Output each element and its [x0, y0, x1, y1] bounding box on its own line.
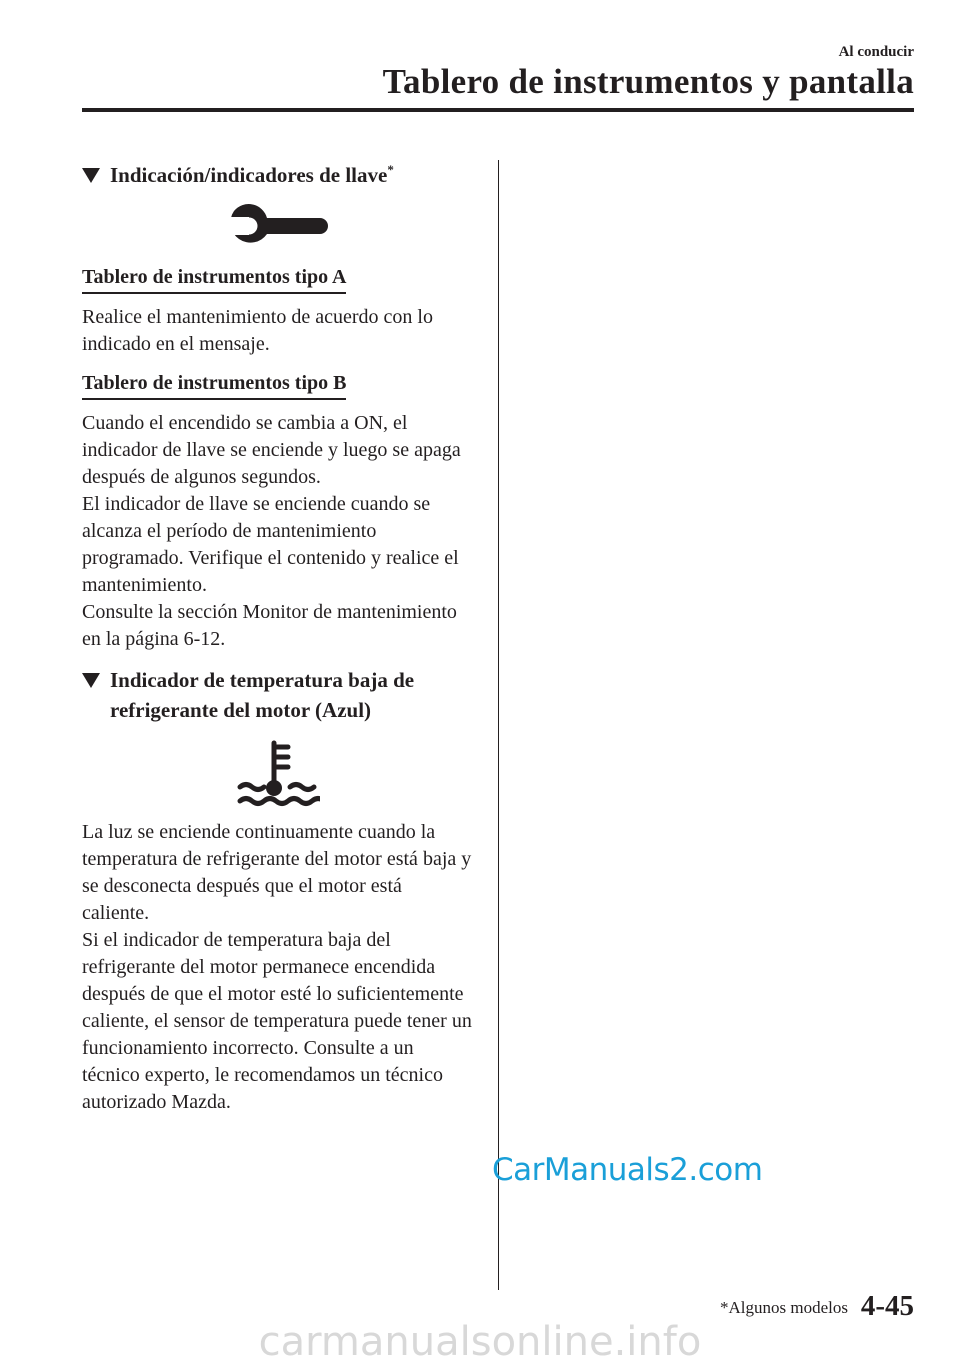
section-heading-coolant — [82, 665, 474, 725]
triangle-bullet-icon — [82, 168, 100, 183]
paragraph: Cuando el encendido se cambia a ON, el indicador de llave se enciende y luego se apaga después de algunos segundos. — [82, 412, 461, 488]
subheading-type-a: Tablero de instrumentos tipo A — [82, 264, 346, 294]
page-number: 4-45 — [860, 1290, 914, 1322]
section-heading-wrench — [82, 160, 474, 190]
header-rule — [82, 108, 914, 112]
column-divider — [498, 160, 499, 1290]
wrench-icon — [228, 204, 328, 248]
site-footer-watermark: carmanualsonline.info — [258, 1322, 702, 1362]
paragraph: Realice el mantenimiento de acuerdo con lo indicado en el mensaje. — [82, 306, 433, 355]
paragraph: La luz se enciende continuamente cuando la temperatura de refrigerante del motor está baja y se desconecta después que el motor está caliente. — [82, 821, 472, 924]
coolant-temperature-icon — [236, 739, 320, 809]
section-heading-text: Indicación/indicadores de llave — [110, 163, 388, 187]
triangle-bullet-icon — [82, 673, 100, 688]
running-header-section: Al conducir — [838, 44, 914, 60]
footnote: *Algunos modelos — [720, 1298, 848, 1317]
left-column — [82, 160, 474, 1116]
running-header-title: Tablero de instrumentos y pantalla — [382, 62, 914, 101]
watermark: CarManuals2.com — [492, 1152, 763, 1188]
coolant-icon-box — [82, 739, 474, 809]
paragraph: Consulte la sección Monitor de mantenimiento en la página 6-12. — [82, 601, 457, 650]
paragraph: Si el indicador de temperatura baja del refrigerante del motor permanece encendida después de que el motor esté lo suficientemente caliente, el sensor de temperatura puede tener un funcionamiento incorrecto. Consulte a un técnico experto, le recomendamos un técnico autorizado Mazda. — [82, 929, 472, 1113]
footnote-mark: * — [387, 162, 394, 177]
subheading-type-b: Tablero de instrumentos tipo B — [82, 370, 346, 400]
paragraph: El indicador de llave se enciende cuando se alcanza el período de mantenimiento programado. Verifique el contenido y realice el mantenimiento. — [82, 493, 459, 596]
wrench-icon-box — [82, 204, 474, 248]
section-heading-text: Indicador de temperatura baja de refrigerante del motor (Azul) — [110, 668, 415, 722]
